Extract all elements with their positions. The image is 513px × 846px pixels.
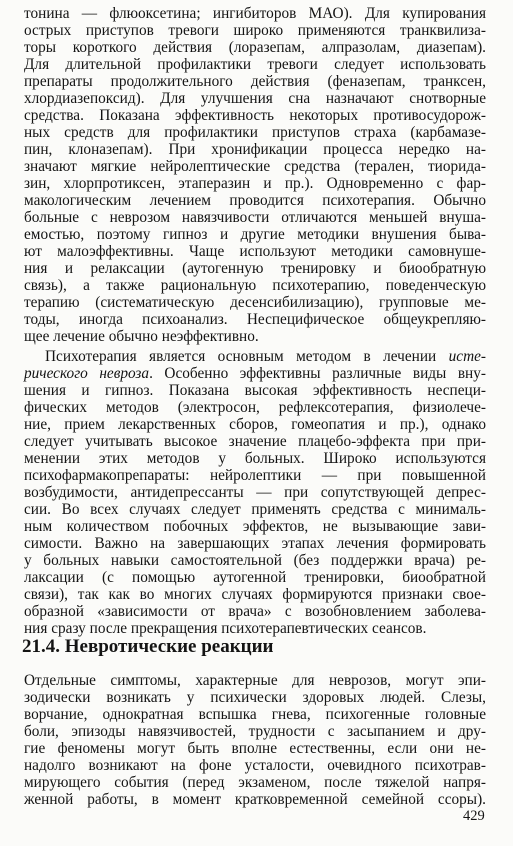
- text-line: [45, 348, 486, 365]
- text-line: ным количеством побочных эффектов, не вызывающие зави-: [24, 518, 486, 535]
- text-line: гие феномены могут быть вполне естественны, если они не-: [24, 740, 486, 757]
- text-span: Психотерапия является основным методом в лечении: [45, 348, 449, 365]
- text-line: фических методов (электросон, рефлексотерапия, физиолече-: [24, 399, 486, 416]
- text-line: [24, 365, 486, 382]
- text-line: связи), так как во многих случаях формируются признаки свое-: [24, 586, 486, 603]
- text-line: ния сразу после прекращения психотерапевтических сеансов.: [24, 620, 427, 637]
- text-line: менении этих методов у больных. Широко используются: [24, 450, 486, 467]
- text-line: больные с неврозом навязчивости отличаются меньшей внуша-: [24, 209, 486, 226]
- italic-term: исте-: [448, 348, 486, 365]
- text-line: емостью, поэтому гипноз и другие методики внушения быва-: [24, 226, 486, 243]
- page-number: 429: [463, 808, 485, 824]
- text-line: щее лечение обычно неэффективно.: [24, 328, 259, 345]
- text-line: ния и релаксации (аутогенную тренировку и биообратную: [24, 260, 486, 277]
- text-line: связь), а также рациональную психотерапию, поведенческую: [24, 277, 486, 294]
- text-line: Отдельные симптомы, характерные для неврозов, могут эпи-: [24, 672, 486, 689]
- text-line: терапию (систематическую десенсибилизацию), групповые ме-: [24, 294, 486, 311]
- text-line: зин, хлорпротиксен, этаперазин и пр.). Одновременно с фар-: [24, 175, 486, 192]
- text-line: зодически возникать у психически здоровых людей. Слезы,: [24, 689, 486, 706]
- text-line: симости. Важно на завершающих этапах лечения формировать: [24, 535, 486, 552]
- section-heading: 21.4. Невротические реакции: [22, 636, 274, 657]
- text-line: торы короткого действия (лоразепам, алпразолам, диазепам).: [24, 39, 486, 56]
- text-line: у больных навыки самостоятельной (без поддержки врача) ре-: [24, 552, 486, 569]
- text-line: макологическим лечением проводится психотерапия. Обычно: [24, 192, 486, 209]
- text-span: . Особенно эффективны различные виды вну-: [149, 365, 486, 382]
- text-line: значают мягкие нейролептические средства (терален, тиорида-: [24, 158, 486, 175]
- text-line: лаксации (с помощью аутогенной тренировки, биообратной: [24, 569, 486, 586]
- text-line: тоды, иногда психоанализ. Неспецифическое общеукрепляю-: [24, 311, 486, 328]
- text-line: ют малоэффективны. Чаще используют методики самовнуше-: [24, 243, 486, 260]
- text-line: тонина — флюоксетина; ингибиторов МАО). Для купирования: [24, 5, 486, 22]
- text-line: возбудимости, антидепрессанты — при сопутствующей депрес-: [24, 484, 486, 501]
- italic-term: рического невроза: [24, 365, 150, 382]
- text-line: ных средств для профилактики приступов страха (карбамазе-: [24, 124, 486, 141]
- text-line: боли, эпизоды навязчивостей, трудности с засыпанием и дру-: [24, 723, 486, 740]
- text-line: образной «зависимости от врача» с возобновлением заболева-: [24, 603, 486, 620]
- text-line: средства. Показана эффективность некоторых противосудорож-: [24, 107, 486, 124]
- text-line: пин, клоназепам). При хронификации процесса нередко на-: [24, 141, 486, 158]
- text-line: следует учитывать высокое значение плацебо-эффекта при при-: [24, 433, 486, 450]
- text-line: препараты продолжительного действия (феназепам, транксен,: [24, 73, 486, 90]
- text-line: психофармакопрепараты: нейролептики — при повышенной: [24, 467, 486, 484]
- text-line: мирующего события (перед экзаменом, после тяжелой напря-: [24, 774, 486, 791]
- text-line: надолго возникают на фоне усталости, очевидного психотрав-: [24, 757, 486, 774]
- text-line: острых приступов тревоги широко применяются транквилиза-: [24, 22, 486, 39]
- text-line: хлордиазепоксид). Для улучшения сна назначают снотворные: [24, 90, 486, 107]
- text-line: ворчание, однократная вспышка гнева, психогенные головные: [24, 706, 486, 723]
- text-line: Для длительной профилактики тревоги следует использовать: [24, 56, 486, 73]
- text-line: шения и гипноз. Показана высокая эффективность неспеци-: [24, 382, 486, 399]
- text-line: ние, прием лекарственных сборов, гомеопатия и пр.), однако: [24, 416, 486, 433]
- text-line: сии. Во всех случаях следует применять средства с минималь-: [24, 501, 486, 518]
- text-line: женной работы, в момент кратковременной семейной ссоры).: [24, 791, 486, 808]
